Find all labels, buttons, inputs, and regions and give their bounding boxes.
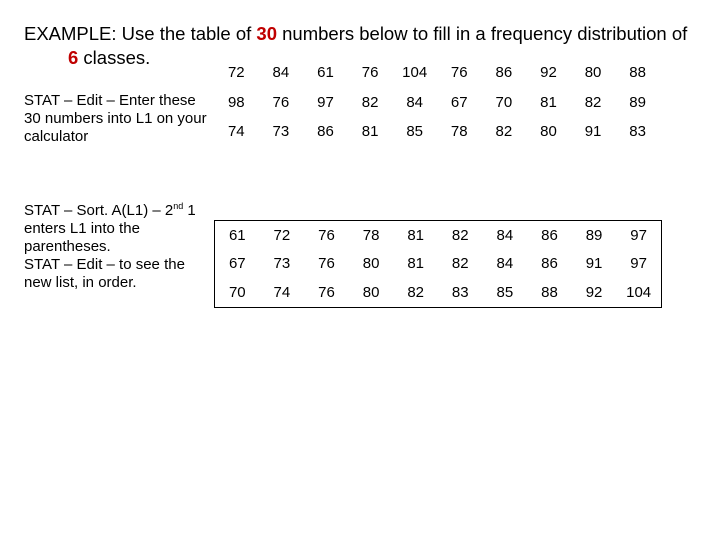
table-cell: 88 — [629, 63, 646, 81]
table-cell: 81 — [407, 255, 425, 273]
table-cell: 72 — [273, 226, 291, 244]
table-cell: 89 — [629, 94, 646, 112]
table-cell: 97 — [630, 255, 647, 273]
table-row — [215, 250, 662, 279]
table-cell: 82 — [495, 122, 513, 140]
sort-superscript: nd — [173, 201, 184, 211]
table-cell: 82 — [451, 255, 469, 273]
title-classes: 6 — [68, 47, 79, 68]
table-cell: 82 — [361, 94, 379, 112]
title-count: 30 — [256, 23, 277, 44]
table-cell: 78 — [362, 226, 380, 244]
table-cell: 70 — [495, 94, 513, 112]
table-cell: 86 — [317, 122, 334, 140]
table-row — [214, 117, 660, 146]
table-cell: 84 — [496, 226, 514, 244]
sort-line-c: STAT – Edit – to see the new list, in order. — [24, 256, 185, 291]
original-data-table — [214, 58, 660, 146]
table-cell: 104 — [402, 63, 428, 81]
table-cell: 67 — [228, 255, 246, 273]
table-cell: 91 — [584, 122, 602, 140]
title-prefix: EXAMPLE: Use the table of — [24, 23, 257, 44]
table-cell: 70 — [228, 283, 246, 301]
sort-line-b: 1 enters L1 into the parentheses. — [24, 202, 196, 255]
table-cell: 86 — [541, 255, 558, 273]
table-cell: 74 — [273, 283, 291, 301]
table-cell: 76 — [318, 283, 335, 301]
table-cell: 85 — [496, 283, 514, 301]
table-cell: 92 — [585, 283, 603, 301]
table-cell: 81 — [540, 94, 557, 112]
table-cell: 83 — [629, 122, 646, 140]
table-cell: 80 — [362, 283, 380, 301]
title-suffix: classes. — [78, 47, 151, 68]
table-cell: 72 — [227, 63, 245, 81]
table-cell: 91 — [585, 255, 603, 273]
table-cell: 81 — [361, 122, 379, 140]
table-cell: 98 — [227, 94, 245, 112]
sort-instructions — [24, 197, 209, 292]
table-cell: 61 — [317, 63, 334, 81]
table-cell: 92 — [540, 63, 557, 81]
table-cell: 73 — [272, 122, 290, 140]
table-cell: 80 — [362, 255, 380, 273]
table-row — [215, 278, 662, 307]
table-cell: 97 — [630, 226, 647, 244]
table-cell: 76 — [272, 94, 290, 112]
table-cell: 80 — [584, 63, 602, 81]
table-cell: 82 — [407, 283, 425, 301]
title-middle: numbers below to fill in a frequency distribution of — [276, 23, 688, 44]
enter-instructions: STAT – Edit – Enter these 30 numbers into L1 on your calculator — [24, 92, 207, 145]
table-cell: 82 — [584, 94, 602, 112]
table-cell: 97 — [317, 94, 334, 112]
table-cell: 83 — [451, 283, 469, 301]
table-cell: 86 — [495, 63, 513, 81]
table-cell: 67 — [450, 94, 468, 112]
table-cell: 76 — [450, 63, 468, 81]
table-cell: 84 — [406, 94, 424, 112]
table-cell: 80 — [540, 122, 557, 140]
table-cell: 104 — [626, 283, 652, 301]
sorted-data-table — [214, 220, 662, 308]
table-cell: 74 — [227, 122, 245, 140]
table-cell: 78 — [450, 122, 468, 140]
table-cell: 76 — [361, 63, 379, 81]
table-cell: 73 — [273, 255, 291, 273]
table-cell: 86 — [541, 226, 558, 244]
table-cell: 84 — [496, 255, 514, 273]
table-cell: 81 — [407, 226, 425, 244]
table-cell: 84 — [272, 63, 290, 81]
table-row — [215, 221, 662, 250]
table-row — [214, 89, 660, 118]
table-cell: 61 — [228, 226, 246, 244]
table-cell: 76 — [318, 255, 335, 273]
table-cell: 76 — [318, 226, 335, 244]
table-cell: 82 — [451, 226, 469, 244]
sort-line-a: STAT – Sort. A(L1) – 2 — [24, 202, 174, 219]
table-cell: 85 — [406, 122, 424, 140]
table-cell: 88 — [541, 283, 558, 301]
table-row — [214, 58, 660, 89]
table-cell: 89 — [585, 226, 603, 244]
